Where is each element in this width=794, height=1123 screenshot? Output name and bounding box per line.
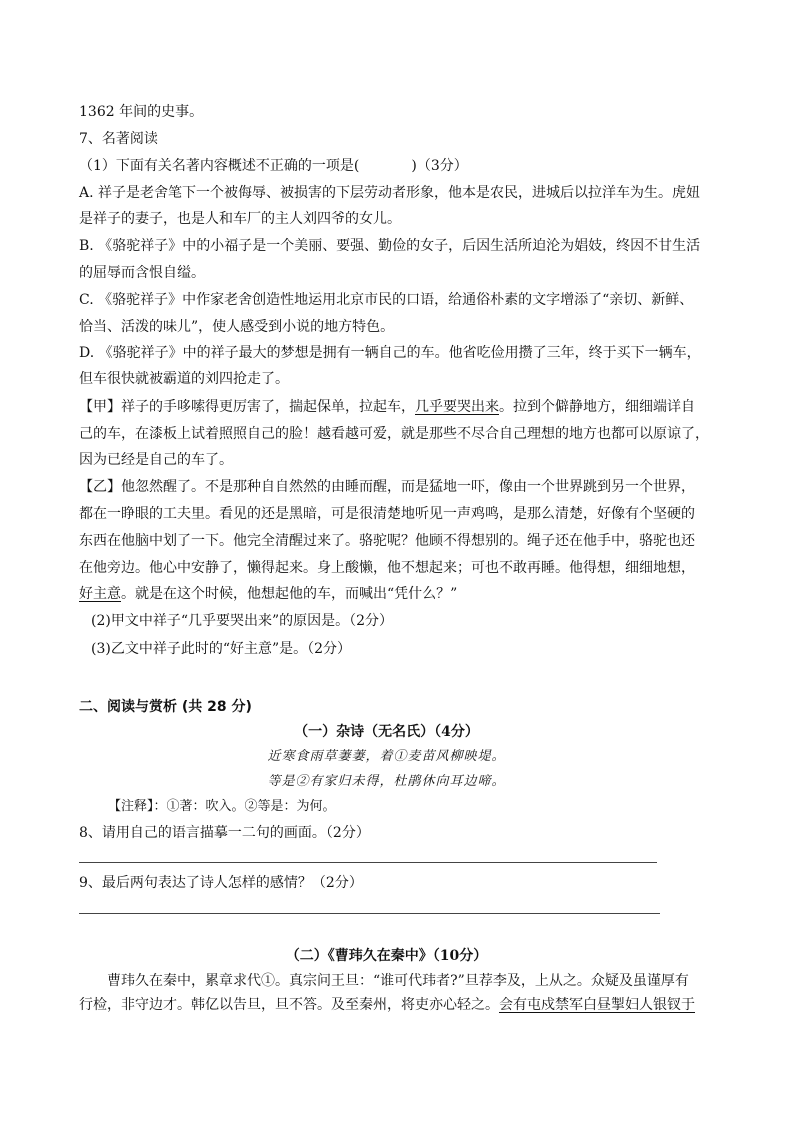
poem-title: （一）杂诗（无名氏）（4分） <box>294 724 479 740</box>
q7-3-question: (3)乙文中祥子此时的“好主意”是。（2分） <box>91 641 352 657</box>
passage-yi-line4: 在他旁边。他心中安静了，懒得起来。身上酸懒，他不想起来；可也不敢再睡。他得想，细细地想， <box>79 560 695 576</box>
q7-1-suffix: )（3分） <box>411 158 468 174</box>
prose-line-1: 曹玮久在秦中，累章求代①。真宗问王旦：“谁可代玮者?”旦荐李及，上从之。众疑及虽谨厚有 <box>107 973 689 989</box>
passage-yi-line3: 东西在他脑中划了一下。他完全清醒过来了。骆驼呢？他顾不得想别的。绳子还在他手中，骆驼也还 <box>79 533 695 549</box>
q9-answer-line[interactable] <box>79 913 660 914</box>
passage-jia-line1 <box>79 397 695 417</box>
option-a-line1: A. 祥子是老舍笔下一个被侮辱、被损害的下层劳动者形象，他本是农民，进城后以拉洋车为生。虎妞 <box>79 185 701 201</box>
q7-1-prefix: （1）下面有关名著内容概述不正确的一项是( <box>79 158 360 174</box>
option-b-line1: B. 《骆驼祥子》中的小福子是一个美丽、要强、勤俭的女子，后因生活所迫沦为娼妓，终因不甘生活 <box>79 238 701 254</box>
q7-1-question <box>79 156 468 176</box>
underlined-phrase: 几乎要哭出来 <box>415 399 499 415</box>
option-d-line1: D. 《骆驼祥子》中的祥子最大的梦想是拥有一辆自己的车。他省吃俭用攒了三年，终于买下一辆车， <box>79 345 701 361</box>
q8-answer-line[interactable] <box>79 862 657 863</box>
passage-jia-text: 。拉到个僻静地方，细细端详自 <box>499 399 695 415</box>
passage-jia-line3: 因为已经是自己的车了。 <box>79 452 233 468</box>
q7-title: 7、名著阅读 <box>79 131 158 147</box>
passage-yi-line1: 【乙】他忽然醒了。不是那种自自然然的由睡而醒，而是猛地一吓，像由一个世界跳到另一个世界， <box>79 479 695 495</box>
passage-jia-line2: 己的车，在漆板上试着照照自己的脸！越看越可爱，就是那些不尽合自己理想的地方也都可以原谅了， <box>79 426 709 442</box>
option-b-line2: 的屈辱而含恨自缢。 <box>79 265 205 281</box>
passage-yi-line5 <box>79 584 457 604</box>
prose-title: （二）《曹玮久在秦中》（10分） <box>285 948 488 964</box>
passage-jia-text: 【甲】祥子的手哆嗦得更厉害了，揣起保单，拉起车， <box>79 399 415 415</box>
section-2-title: 二、阅读与赏析 (共 28 分) <box>79 699 252 715</box>
passage-yi-text: 。就是在这个时候，他想起他的车，而喊出“凭什么？” <box>121 586 458 602</box>
option-d-line2: 但车很快就被霸道的刘四抢走了。 <box>79 371 289 387</box>
q9-question: 9、最后两句表达了诗人怎样的感情？（2分） <box>79 875 363 891</box>
underlined-sentence: 会有屯戍禁军白昼掣妇人银钗于 <box>499 997 695 1013</box>
passage-yi-line2: 都在一睁眼的工夫里。看见的还是黑暗，可是很清楚地听见一声鸡鸣，是那么清楚，好像有个坚硬的 <box>79 506 695 522</box>
option-c-line2: 恰当、活泼的味儿”，使人感受到小说的地方特色。 <box>79 319 395 335</box>
underlined-phrase: 好主意 <box>79 586 121 602</box>
prose-text: 行检，非守边才。韩亿以告旦，旦不答。及至秦州，将吏亦心轻之。 <box>79 997 499 1013</box>
header-tail-text: 1362 年间的史事。 <box>79 104 204 120</box>
q8-question: 8、请用自己的语言描摹一二句的画面。（2分） <box>79 825 370 841</box>
poem-note: 【注释】：①著：吹入。②等是：为何。 <box>108 799 336 814</box>
poem-line-2: 等是②有家归未得，杜鹃休向耳边啼。 <box>267 774 506 789</box>
option-a-line2: 是祥子的妻子，也是人和车厂的主人刘四爷的女儿。 <box>79 211 401 227</box>
poem-line-1: 近寒食雨草萋萋，着①麦苗风柳映堤。 <box>267 749 506 764</box>
prose-line-2 <box>79 995 695 1015</box>
q7-2-question: (2)甲文中祥子“几乎要哭出来”的原因是。（2分） <box>91 613 394 629</box>
option-c-line1: C. 《骆驼祥子》中作家老舍创造性地运用北京市民的口语，给通俗朴素的文字增添了“亲切、新鲜、 <box>79 292 694 308</box>
